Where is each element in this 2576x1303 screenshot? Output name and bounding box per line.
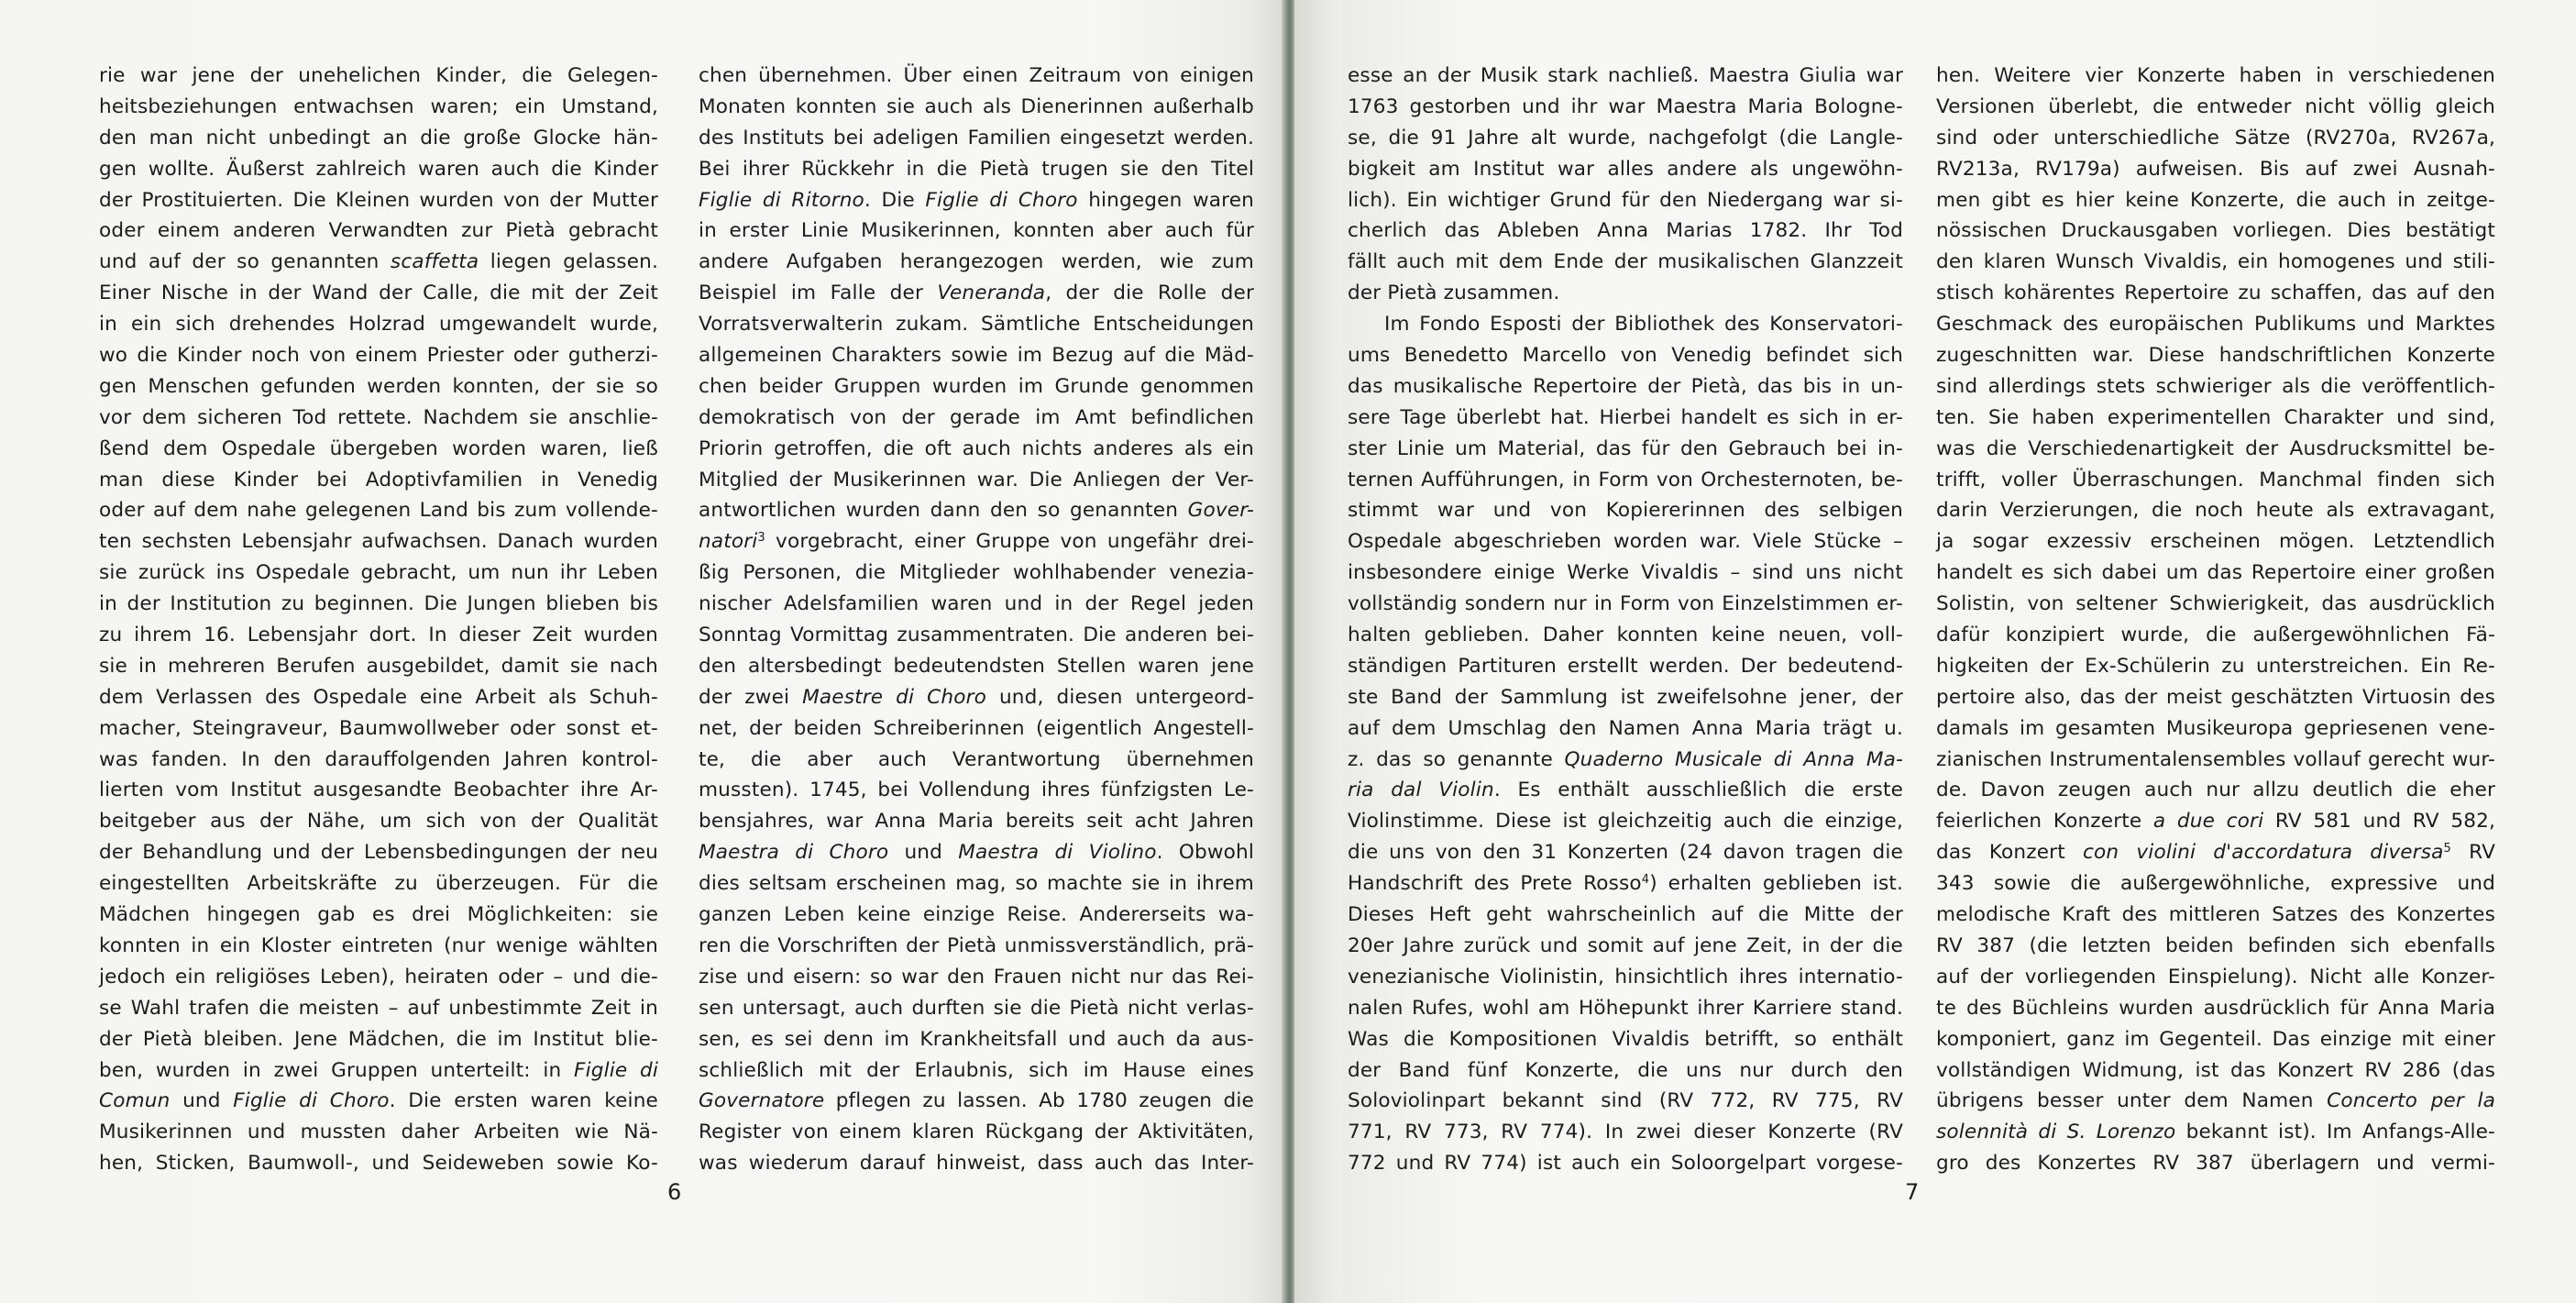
text-line: men gibt es hier keine Konzerte, die auch in zeitge- bbox=[1936, 188, 2495, 212]
text-line: allgemeinen Charakters sowie im Bezug auf die Mäd- bbox=[699, 344, 1254, 368]
text-line: auf der vorliegenden Einspielung). Nicht alle Konzer- bbox=[1936, 965, 2495, 988]
text-line: den klaren Wunsch Vivaldis, ein homogenes und stili- bbox=[1936, 250, 2495, 274]
text-line: hen, Sticken, Baumwoll-, und Seideweben sowie Ko- bbox=[99, 1152, 658, 1176]
text-line: antwortlichen wurden dann den so genannten Gover- bbox=[699, 499, 1254, 523]
text-line: lich). Ein wichtiger Grund für den Niedergang war si- bbox=[1348, 188, 1903, 212]
text-line: rie war jene der unehelichen Kinder, die Gelegen- bbox=[99, 64, 658, 87]
text-line: jedoch ein religiöses Leben), heiraten oder – und die- bbox=[99, 965, 658, 988]
text-line: der Pietà bleiben. Jene Mädchen, die im Institut blie- bbox=[99, 1027, 658, 1051]
text-line: se, die 91 Jahre alt wurde, nachgefolgt (die Langle- bbox=[1348, 126, 1903, 149]
text-line: was fanden. In den darauffolgenden Jahren kontrol- bbox=[99, 747, 658, 771]
text-line: ständigen Partituren erstellt werden. Der bedeutend- bbox=[1348, 654, 1903, 678]
text-line: Geschmack des europäischen Publikums und Marktes bbox=[1936, 313, 2495, 337]
text-line: gen wollte. Äußerst zahlreich waren auch die Kinder bbox=[99, 157, 658, 181]
text-line: oder auf dem nahe gelegenen Land bis zum vollende- bbox=[99, 499, 658, 523]
text-line: auf dem Umschlag den Namen Anna Maria trägt u. bbox=[1348, 716, 1903, 740]
text-line: pertoire also, das der meist geschätzten Virtuosin des bbox=[1936, 685, 2495, 709]
text-line: melodische Kraft des mittleren Satzes des Konzertes bbox=[1936, 903, 2495, 927]
text-line: gro des Konzertes RV 387 überlagern und vermi- bbox=[1936, 1152, 2495, 1176]
page-number: 7 bbox=[1905, 1179, 1920, 1205]
text-line: Monaten konnten sie auch als Dienerinnen außerhalb bbox=[699, 94, 1254, 118]
text-line: Sonntag Vormittag zusammentraten. Die anderen bei- bbox=[699, 624, 1254, 647]
text-line: ßig Personen, die Mitglieder wohlhabender venezia- bbox=[699, 561, 1254, 585]
text-line: RV 387 (die letzten beiden befinden sich ebenfalls bbox=[1936, 933, 2495, 957]
text-line: ten sechsten Lebensjahr aufwachsen. Danach wurden bbox=[99, 530, 658, 554]
text-line: Solistin, von seltener Schwierigkeit, das ausdrücklich bbox=[1936, 592, 2495, 616]
text-line: was wiederum darauf hinweist, dass auch das Inter- bbox=[699, 1152, 1254, 1176]
text-line: ste Band der Sammlung ist zweifelsohne jener, der bbox=[1348, 685, 1903, 709]
text-line: dies seltsam erscheinen mag, so machte sie in ihrem bbox=[699, 872, 1254, 896]
text-line: ganzen Leben keine einzige Reise. Andererseits wa- bbox=[699, 903, 1254, 927]
text-line: Mädchen hingegen gab es drei Möglichkeiten: sie bbox=[99, 903, 658, 927]
text-line: damals im gesamten Musikeuropa gepriesenen vene- bbox=[1936, 716, 2495, 740]
text-line: Mitglied der Musikerinnen war. Die Anliegen der Ver- bbox=[699, 468, 1254, 491]
text-column-1 bbox=[99, 61, 658, 1179]
text-line: natori$^3$ vorgebracht, einer Gruppe von ungefähr drei- bbox=[699, 530, 1254, 554]
text-line: zu ihrem 16. Lebensjahr dort. In dieser Zeit wurden bbox=[99, 624, 658, 647]
text-line: fällt auch mit dem Ende der musikalischen Glanzzeit bbox=[1348, 250, 1903, 274]
text-line: Priorin getroffen, die oft auch nichts anderes als ein bbox=[699, 436, 1254, 460]
footnote-marker: 3 bbox=[757, 531, 765, 546]
text-line: Governatore pflegen zu lassen. Ab 1780 zeugen die bbox=[699, 1089, 1254, 1113]
text-line: Im Fondo Esposti der Bibliothek des Konservatori- bbox=[1384, 313, 1903, 337]
text-line: Einer Nische in der Wand der Calle, die mit der Zeit bbox=[99, 282, 658, 305]
page-left bbox=[0, 0, 1283, 1303]
text-line: Figlie di Ritorno. Die Figlie di Choro hingegen waren bbox=[699, 188, 1254, 212]
text-line: Musikerinnen und mussten daher Arbeiten wie Nä- bbox=[99, 1121, 658, 1144]
text-line: ben, wurden in zwei Gruppen unterteilt: in Figlie di bbox=[99, 1058, 658, 1082]
text-line: was die Verschiedenartigkeit der Ausdrucksmittel be- bbox=[1936, 436, 2495, 460]
text-line: nössischen Druckausgaben vorliegen. Dies bestätigt bbox=[1936, 219, 2495, 243]
text-line: 771, RV 773, RV 774). In zwei dieser Konzerte (RV bbox=[1348, 1121, 1903, 1144]
text-line: die uns von den 31 Konzerten (24 davon tragen die bbox=[1348, 841, 1903, 865]
text-line: eingestellten Arbeitskräfte zu überzeugen. Für die bbox=[99, 872, 658, 896]
text-line: chen beider Gruppen wurden im Grunde genommen bbox=[699, 374, 1254, 398]
footnote-marker: 4 bbox=[1641, 873, 1650, 888]
text-line: des Instituts bei adeligen Familien eingesetzt werden. bbox=[699, 126, 1254, 149]
text-line: Soloviolinpart bekannt sind (RV 772, RV 775, RV bbox=[1348, 1089, 1903, 1113]
text-line: oder einem anderen Verwandten zur Pietà gebracht bbox=[99, 219, 658, 243]
text-line: zugeschnitten war. Diese handschriftlichen Konzerte bbox=[1936, 344, 2495, 368]
text-line: darin Verzierungen, die noch heute als extravagant, bbox=[1936, 499, 2495, 523]
text-line: nalen Rufes, wohl am Höhepunkt ihrer Karriere stand. bbox=[1348, 996, 1903, 1020]
text-line: ja sogar exzessiv erscheinen mögen. Letztendlich bbox=[1936, 530, 2495, 554]
text-line: konnten in ein Kloster eintreten (nur wenige wählten bbox=[99, 933, 658, 957]
text-line: bensjahres, war Anna Maria bereits seit acht Jahren bbox=[699, 810, 1254, 834]
text-line: demokratisch von der gerade im Amt befindlichen bbox=[699, 405, 1254, 429]
text-line: Register von einem klaren Rückgang der Aktivitäten, bbox=[699, 1121, 1254, 1144]
text-line: 1763 gestorben und ihr war Maestra Maria Bologne- bbox=[1348, 94, 1903, 118]
text-line: ria dal Violin. Es enthält ausschließlich die erste bbox=[1348, 778, 1903, 802]
text-line: ster Linie um Material, das für den Gebrauch bei in- bbox=[1348, 436, 1903, 460]
text-line: ren die Vorschriften der Pietà unmissverständlich, prä- bbox=[699, 933, 1254, 957]
text-line: heitsbeziehungen entwachsen waren; ein Umstand, bbox=[99, 94, 658, 118]
page-number: 6 bbox=[667, 1179, 682, 1205]
text-line: sere Tage überlebt hat. Hierbei handelt es sich in er- bbox=[1348, 405, 1903, 429]
text-line: chen übernehmen. Über einen Zeitraum von einigen bbox=[699, 64, 1254, 87]
text-line: ten. Sie haben experimentellen Charakter und sind, bbox=[1936, 405, 2495, 429]
text-line: sie zurück ins Ospedale gebracht, um nun ihr Leben bbox=[99, 561, 658, 585]
text-line: te, die aber auch Verantwortung übernehmen bbox=[699, 747, 1254, 771]
text-line: ternen Aufführungen, in Form von Orchesternoten, be- bbox=[1348, 468, 1903, 491]
text-line: in erster Linie Musikerinnen, konnten aber auch für bbox=[699, 219, 1254, 243]
text-line: ßend dem Ospedale übergeben worden waren, ließ bbox=[99, 436, 658, 460]
text-line: den altersbedingt bedeutendsten Stellen waren jene bbox=[699, 654, 1254, 678]
text-line: net, der beiden Schreiberinnen (eigentlich Angestell- bbox=[699, 716, 1254, 740]
text-line: in ein sich drehendes Holzrad umgewandelt wurde, bbox=[99, 313, 658, 337]
text-line: venezianische Violinistin, hinsichtlich ihres internatio- bbox=[1348, 965, 1903, 988]
text-line: andere Aufgaben herangezogen werden, wie zum bbox=[699, 250, 1254, 274]
text-line: Violinstimme. Diese ist gleichzeitig auch die einzige, bbox=[1348, 810, 1903, 834]
text-line: se Wahl trafen die meisten – auf unbestimmte Zeit in bbox=[99, 996, 658, 1020]
text-line: der zwei Maestre di Choro und, diesen untergeord- bbox=[699, 685, 1255, 709]
text-line: Maestra di Choro und Maestra di Violino. Obwohl bbox=[699, 841, 1254, 865]
text-line: halten geblieben. Daher konnten keine neuen, voll- bbox=[1348, 624, 1903, 647]
text-line: trifft, voller Überraschungen. Manchmal finden sich bbox=[1936, 468, 2495, 491]
text-line: handelt es sich dabei um das Repertoire einer großen bbox=[1936, 561, 2495, 585]
text-line: z. das so genannte Quaderno Musicale di Anna Ma- bbox=[1348, 747, 1903, 771]
text-line: Comun und Figlie di Choro. Die ersten waren keine bbox=[99, 1089, 658, 1113]
text-line: solennità di S. Lorenzo bekannt ist). Im Anfangs-Alle- bbox=[1936, 1121, 2495, 1144]
text-line: Versionen überlebt, die entweder nicht völlig gleich bbox=[1936, 94, 2495, 118]
text-line: der Behandlung und der Lebensbedingungen der neu bbox=[99, 841, 658, 865]
text-line: in der Institution zu beginnen. Die Jungen blieben bis bbox=[99, 592, 658, 616]
text-line: bigkeit am Institut war alles andere als ungewöhn- bbox=[1348, 157, 1903, 181]
text-line: sen, es sei denn im Krankheitsfall und auch da aus- bbox=[699, 1027, 1254, 1051]
text-line: Bei ihrer Rückkehr in die Pietà trugen sie den Titel bbox=[699, 157, 1254, 181]
text-line: Was die Kompositionen Vivaldis betrifft, so enthält bbox=[1348, 1027, 1903, 1051]
text-line: den man nicht unbedingt an die große Glocke hän- bbox=[99, 126, 658, 149]
text-line: wo die Kinder noch von einem Priester oder gutherzi- bbox=[99, 344, 658, 368]
text-line: sind allerdings stets schwieriger als die veröffentlich- bbox=[1936, 374, 2495, 398]
text-line: Beispiel im Falle der Veneranda, der die Rolle der bbox=[699, 282, 1254, 305]
text-line: der Prostituierten. Die Kleinen wurden von der Mutter bbox=[99, 188, 658, 212]
text-line: beitgeber aus der Nähe, um sich von der Qualität bbox=[99, 810, 658, 834]
footnote-marker: 5 bbox=[2443, 842, 2451, 856]
text-line: man diese Kinder bei Adoptivfamilien in Venedig bbox=[99, 468, 658, 491]
text-line: vor dem sicheren Tod rettete. Nachdem sie anschlie- bbox=[99, 405, 658, 429]
text-line: vollständigen Widmung, ist das Konzert RV 286 (das bbox=[1936, 1058, 2495, 1082]
text-line: der Pietà zusammen. bbox=[1348, 282, 1560, 305]
text-line: nischer Adelsfamilien waren und in der Regel jeden bbox=[699, 592, 1254, 616]
text-line: komponiert, ganz im Gegenteil. Das einzige mit einer bbox=[1936, 1027, 2495, 1051]
text-column-2 bbox=[699, 61, 1254, 1179]
text-line: dafür konzipiert wurde, die außergewöhnlichen Fä- bbox=[1936, 624, 2495, 647]
text-line: das musikalische Repertoire der Pietà, das bis in un- bbox=[1348, 374, 1903, 398]
text-line: te des Büchleins wurden ausdrücklich für Anna Maria bbox=[1936, 996, 2495, 1020]
text-line: Vorratsverwalterin zukam. Sämtliche Entscheidungen bbox=[699, 313, 1254, 337]
text-line: RV213a, RV179a) aufweisen. Bis auf zwei Ausnah- bbox=[1936, 157, 2495, 181]
text-line: stimmt war und von Kopiererinnen des selbigen bbox=[1348, 499, 1903, 523]
text-line: sie in mehreren Berufen ausgebildet, damit sie nach bbox=[99, 654, 658, 678]
text-line: 343 sowie die außergewöhnliche, expressive und bbox=[1936, 872, 2495, 896]
text-line: zise und eisern: so war den Frauen nicht nur das Rei- bbox=[699, 965, 1254, 988]
text-line: stisch kohärentes Repertoire zu schaffen, das auf den bbox=[1936, 282, 2495, 305]
text-line: sen untersagt, auch durften sie die Pietà nicht verlas- bbox=[699, 996, 1254, 1020]
text-line: lierten vom Institut ausgesandte Beobachter ihre Ar- bbox=[99, 778, 658, 802]
text-line: der Band fünf Konzerte, die uns nur durch den bbox=[1348, 1058, 1903, 1082]
text-line: dem Verlassen des Ospedale eine Arbeit als Schuh- bbox=[99, 685, 658, 709]
text-line: 772 und RV 774) ist auch ein Soloorgelpart vorgese- bbox=[1348, 1152, 1903, 1176]
text-line: esse an der Musik stark nachließ. Maestra Giulia war bbox=[1348, 64, 1903, 87]
text-line: cherlich das Ableben Anna Marias 1782. Ihr Tod bbox=[1348, 219, 1903, 243]
text-line: insbesondere einige Werke Vivaldis – sind uns nicht bbox=[1348, 561, 1903, 585]
text-line: de. Davon zeugen auch nur allzu deutlich die eher bbox=[1936, 778, 2495, 802]
text-line: ums Benedetto Marcello von Venedig befindet sich bbox=[1348, 344, 1903, 368]
text-line: übrigens besser unter dem Namen Concerto per la bbox=[1936, 1089, 2495, 1113]
text-line: zianischen Instrumentalensembles vollauf gerecht wur- bbox=[1936, 747, 2495, 771]
text-line: macher, Steingraveur, Baumwollweber oder sonst et- bbox=[99, 716, 658, 740]
text-line: und auf der so genannten scaffetta liegen gelassen. bbox=[99, 250, 658, 274]
text-line: 20er Jahre zurück und somit auf jene Zeit, in der die bbox=[1348, 933, 1903, 957]
text-line: sind oder unterschiedliche Sätze (RV270a, RV267a, bbox=[1936, 126, 2495, 149]
text-column-4 bbox=[1936, 61, 2495, 1179]
text-line: Handschrift des Prete Rosso$^4$) erhalten geblieben ist. bbox=[1348, 872, 1903, 896]
text-line: gen Menschen gefunden werden konnten, der sie so bbox=[99, 374, 658, 398]
text-line: mussten). 1745, bei Vollendung ihres fünfzigsten Le- bbox=[699, 778, 1254, 802]
text-line: vollständig sondern nur in Form von Einzelstimmen er- bbox=[1348, 592, 1903, 616]
text-line: das Konzert con violini d'accordatura diversa$^5$ RV bbox=[1936, 841, 2495, 865]
text-line: higkeiten der Ex-Schülerin zu unterstreichen. Ein Re- bbox=[1936, 654, 2495, 678]
text-line: feierlichen Konzerte a due cori RV 581 und RV 582, bbox=[1936, 810, 2496, 834]
text-line: Ospedale abgeschrieben worden war. Viele Stücke – bbox=[1348, 530, 1903, 554]
text-line: hen. Weitere vier Konzerte haben in verschiedenen bbox=[1936, 64, 2495, 87]
text-line: Dieses Heft geht wahrscheinlich auf die Mitte der bbox=[1348, 903, 1903, 927]
text-line: schließlich mit der Erlaubnis, sich im Hause eines bbox=[699, 1058, 1254, 1082]
text-column-3 bbox=[1348, 61, 1903, 1179]
